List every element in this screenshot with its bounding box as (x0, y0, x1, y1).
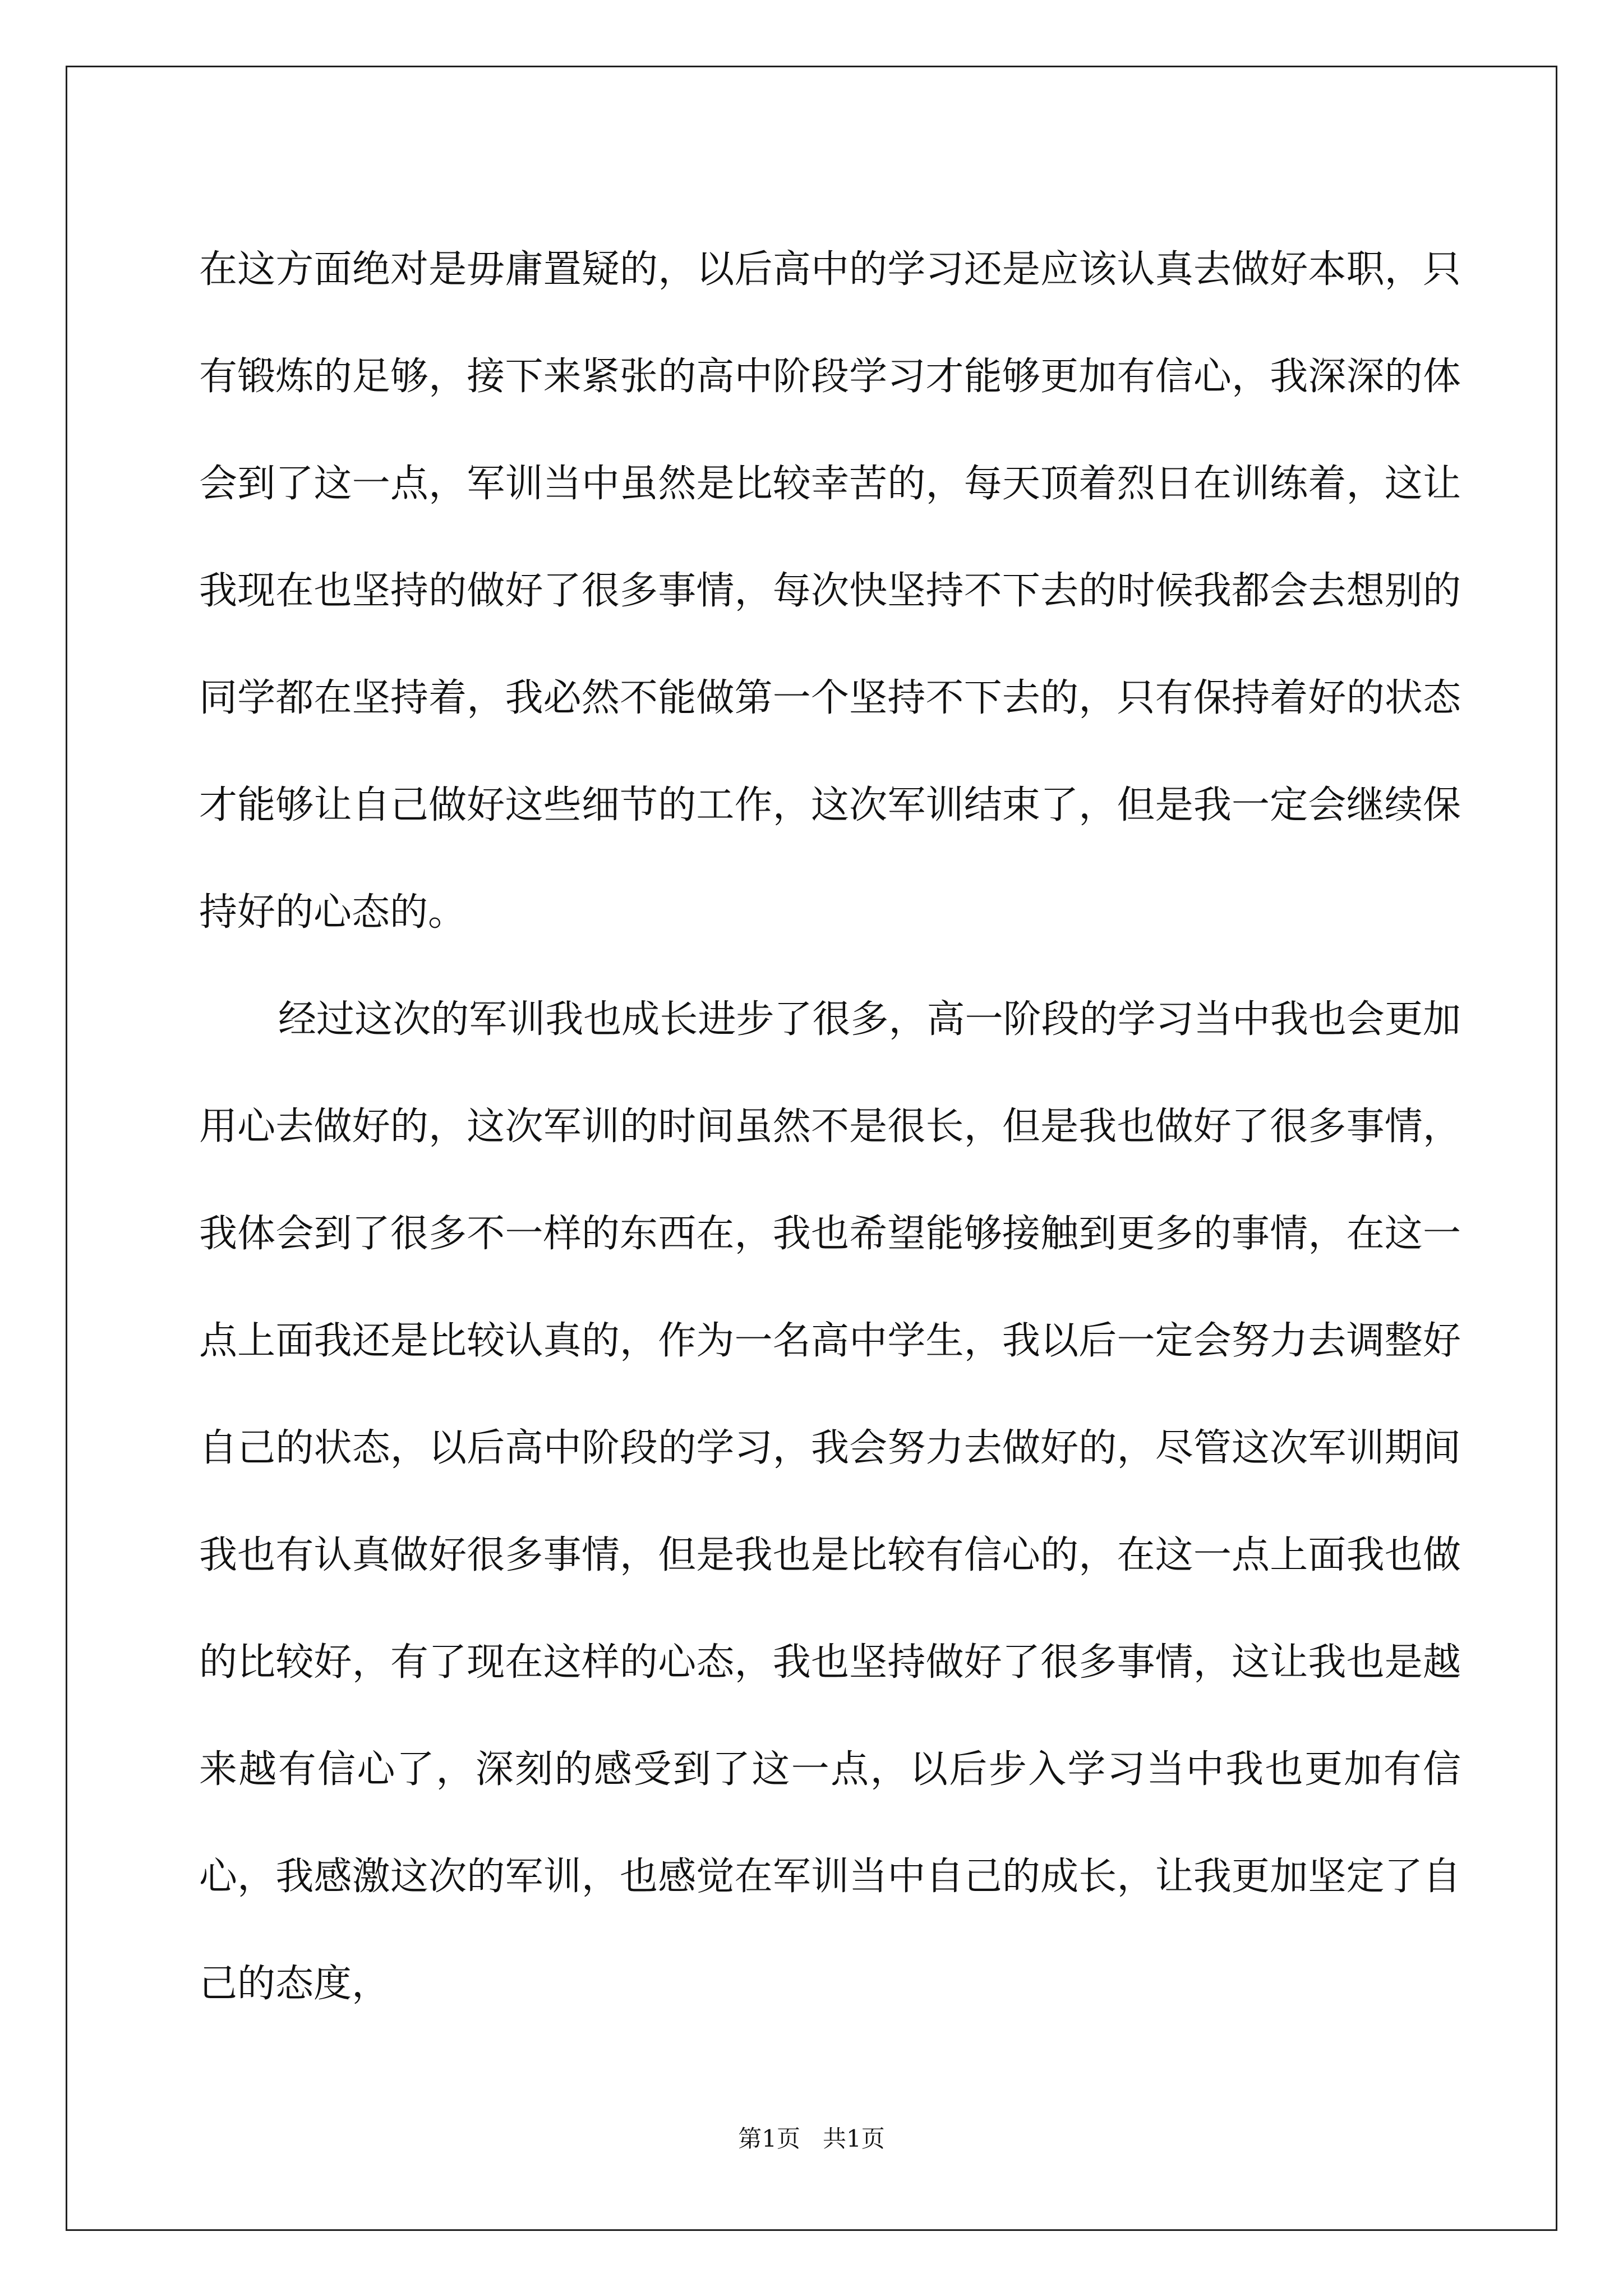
page-number-footer: 第1页 共1页 (738, 2125, 885, 2152)
paragraph-1: 在这方面绝对是毋庸置疑的，以后高中的学习还是应该认真去做好本职，只有锻炼的足够，接下来紧张的高中阶段学习才能够更加有信心，我深深的体会到了这一点，军训当中虽然是比较幸苦的，每天顶着烈日在训练着，这让我现在也坚持的做好了很多事情，每次快坚持不下去的时候我都会去想别的同学都在坚持着，我必然不能做第一个坚持不下去的，只有保持着好的状态才能够让自己做好这些细节的工作，这次军训结束了，但是我一定会继续保持好的心态的。 (199, 247, 1461, 935)
paragraph-2: 经过这次的军训我也成长进步了很多，高一阶段的学习当中我也会更加用心去做好的，这次军训的时间虽然不是很长，但是我也做好了很多事情，我体会到了很多不一样的东西在，我也希望能够接触到更多的事情，在这一点上面我还是比较认真的，作为一名高中学生，我以后一定会努力去调整好自己的状态，以后高中阶段的学习，我会努力去做好的，尽管这次军训期间我也有认真做好很多事情，但是我也是比较有信心的，在这一点上面我也做的比较好，有了现在这样的心态，我也坚持做好了很多事情，这让我也是越来越有信心了，深刻的感受到了这一点，以后步入学习当中我也更加有信心，我感激这次的军训，也感觉在军训当中自己的成长，让我更加坚定了自己的态度， (199, 997, 1461, 2006)
body-text (199, 216, 1461, 2037)
